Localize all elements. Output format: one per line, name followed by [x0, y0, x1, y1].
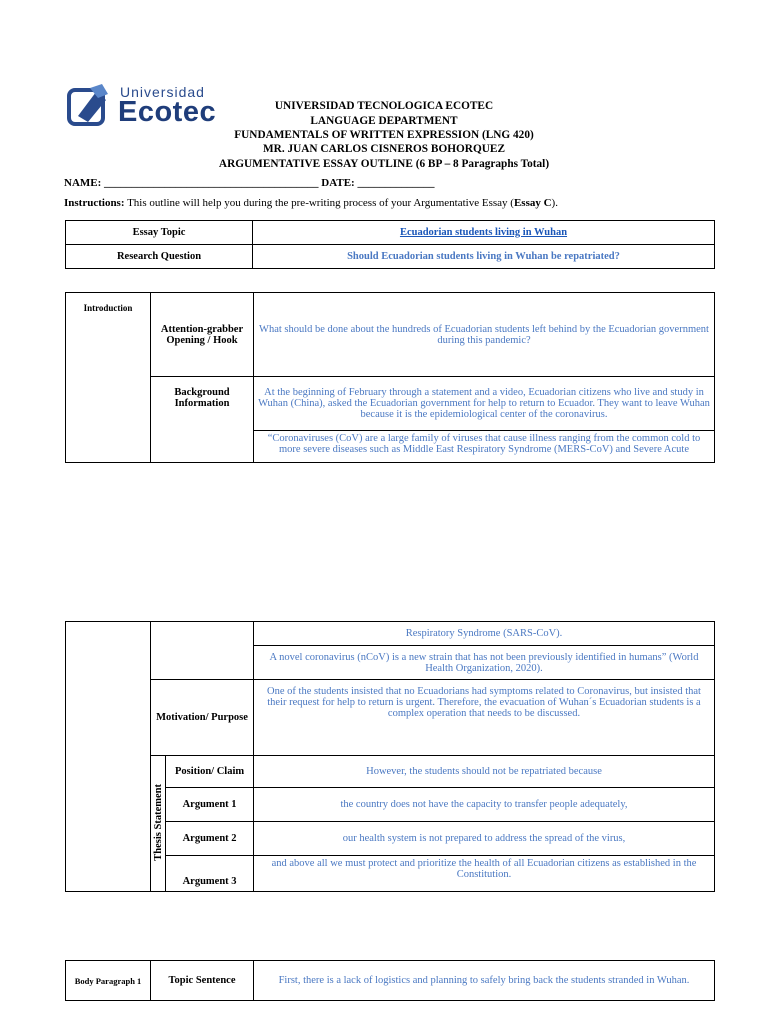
background-text: At the beginning of February through a statement and a video, Ecuadorian citizens who live and study in Wuhan (China), asked the Ecuadorian government for help to return to Ecuador. They want to leave Wuhan because it is the epidemiological center of the coronavirus. [254, 377, 715, 431]
name-date-line [64, 177, 434, 189]
argument-2-text: our health system is not prepared to address the spread of the virus, [254, 822, 715, 856]
introduction-table [65, 292, 715, 463]
research-question-label: Research Question [66, 245, 253, 269]
argument-2-label: Argument 2 [166, 822, 254, 856]
date-blank[interactable]: ______________ [357, 177, 435, 189]
instructions-essay: Essay C [513, 197, 552, 209]
header-course: FUNDAMENTALS OF WRITTEN EXPRESSION (LNG 420) [234, 129, 534, 141]
motivation-text: One of the students insisted that no Ecuadorians had symptoms related to Coronavirus, but insisted that their request for help to return is urgent. Therefore, the evacuation of Wuhan´s Ecuadorian students is a complex operation that needs to be discussed. [254, 680, 715, 756]
logo-text-universidad: Universidad [120, 84, 205, 100]
argument-3-label: Argument 3 [166, 856, 254, 892]
continuation-empty-cell [151, 622, 254, 680]
instructions-text: This outline will help you during the pre-writing process of your Argumentative Essay ( [127, 197, 514, 209]
body-paragraph-1-label: Body Paragraph 1 [66, 961, 151, 1001]
header-department: LANGUAGE DEPARTMENT [310, 115, 458, 127]
hook-label: Attention-grabber Opening / Hook [151, 293, 254, 377]
argument-1-label: Argument 1 [166, 788, 254, 822]
thesis-table [65, 621, 715, 892]
quote-continuation-2: A novel coronavirus (nCoV) is a new strain that has not been previously identified in humans” (World Health Organization, 2020). [254, 646, 715, 680]
argument-1-text: the country does not have the capacity to transfer people adequately, [254, 788, 715, 822]
hook-text: What should be done about the hundreds of Ecuadorian students left behind by the Ecuadorian government during this pandemic? [254, 293, 715, 377]
introduction-label: Introduction [66, 293, 151, 463]
header-teacher: MR. JUAN CARLOS CISNEROS BOHORQUEZ [263, 143, 505, 155]
continuation-left-cell [66, 622, 151, 892]
topic-sentence-label: Topic Sentence [151, 961, 254, 1001]
quote-text: “Coronaviruses (CoV) are a large family of viruses that cause illness ranging from the common cold to more severe diseases such as Middle East Respiratory Syndrome (MERS-CoV) and Severe Acute [254, 431, 715, 463]
date-label: DATE: [321, 177, 355, 189]
research-question-value: Should Ecuadorian students living in Wuhan be repatriated? [253, 245, 715, 269]
position-text: However, the students should not be repatriated because [254, 756, 715, 788]
body-paragraph-1-table [65, 960, 715, 1001]
name-blank[interactable]: _______________________________________ [104, 177, 319, 189]
header-outline-title: ARGUMENTATIVE ESSAY OUTLINE (6 BP – 8 Paragraphs Total) [218, 158, 550, 170]
header-university: UNIVERSIDAD TECNOLOGICA ECOTEC [274, 100, 494, 112]
essay-topic-label: Essay Topic [66, 221, 253, 245]
motivation-label: Motivation/ Purpose [151, 680, 254, 756]
instructions [64, 197, 558, 209]
topic-sentence-text: First, there is a lack of logistics and planning to safely bring back the students stranded in Wuhan. [254, 961, 715, 1001]
essay-topic-value[interactable]: Ecuadorian students living in Wuhan [253, 221, 715, 245]
topic-table [65, 220, 715, 269]
quote-continuation: Respiratory Syndrome (SARS-CoV). [254, 622, 715, 646]
instructions-end: ). [551, 197, 558, 209]
thesis-statement-label-cell [151, 756, 166, 892]
thesis-statement-label: Thesis Statement [152, 783, 164, 861]
argument-3-text: and above all we must protect and prioritize the health of all Ecuadorian citizens as established in the Constitution. [254, 856, 715, 892]
instructions-label: Instructions: [64, 197, 125, 209]
logo-text-ecotec: Ecotec [118, 96, 217, 128]
background-label: Background Information [151, 377, 254, 463]
name-label: NAME: [64, 177, 102, 189]
position-label: Position/ Claim [166, 756, 254, 788]
